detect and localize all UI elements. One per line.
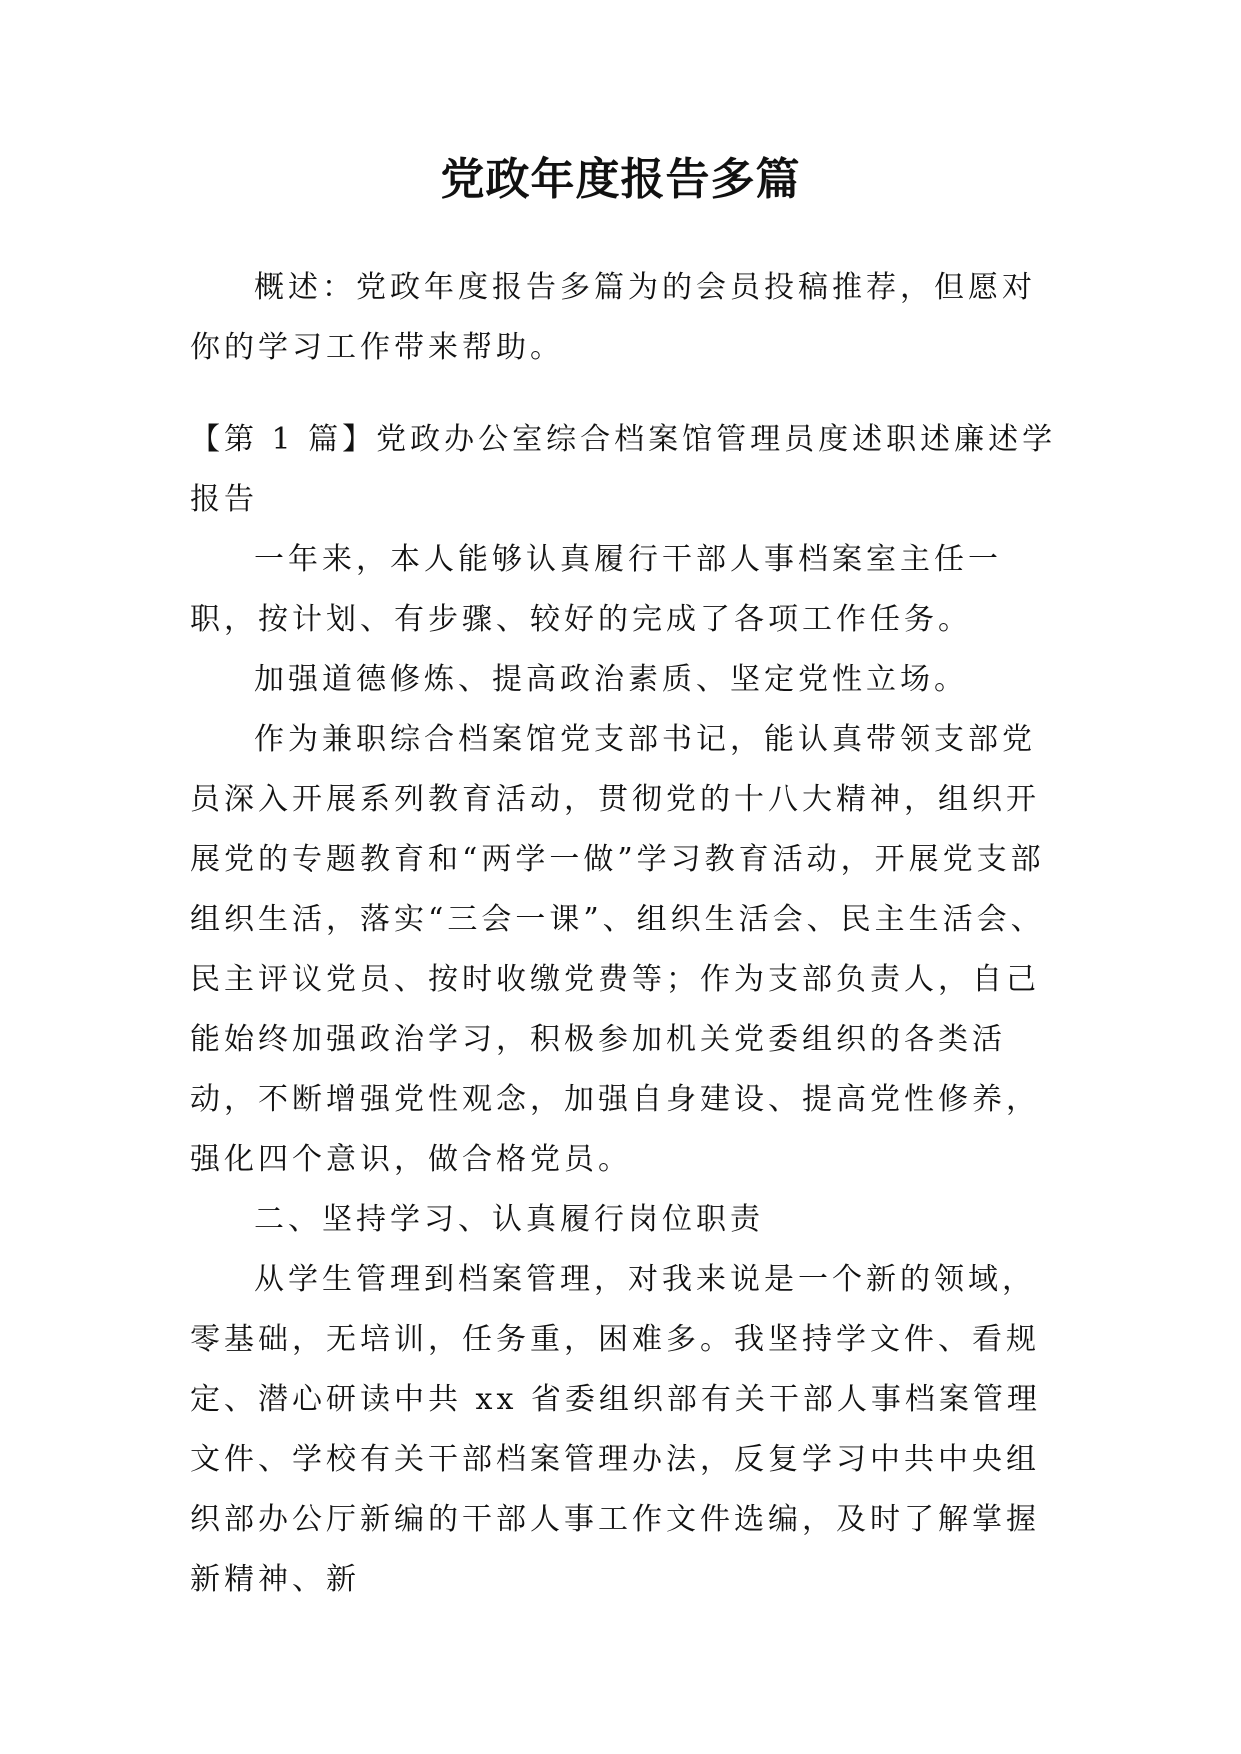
body-paragraph: 加强道德修炼、提高政治素质、坚定党性立场。 <box>254 662 968 697</box>
body-paragraph: 从学生管理到档案管理，对我来说是一个新的领域，零基础，无培训，任务重，困难多。我坚持学文件、看规定、潜心研读中共 xx 省委组织部有关干部人事档案管理文件、学校有关干部档案管理办法，反复学习中共中央组织部办公厅新编的干部人事工作文件选编，及时了解掌握新精神、新 <box>190 1262 1041 1597</box>
body-paragraph: 作为兼职综合档案馆党支部书记，能认真带领支部党员深入开展系列教育活动，贯彻党的十八大精神，组织开展党的专题教育和“两学一做”学习教育活动，开展党支部组织生活，落实“三会一课”、组织生活会、民主生活会、民主评议党员、按时收缴党费等；作为支部负责人，自己能始终加强政治学习，积极参加机关党委组织的各类活动，不断增强党性观念，加强自身建设、提高党性修养，强化四个意识，做合格党员。 <box>190 722 1045 1177</box>
body-paragraph: 一年来，本人能够认真履行干部人事档案室主任一职，按计划、有步骤、较好的完成了各项工作任务。 <box>190 542 1002 637</box>
article-heading: 【第 1 篇】党政办公室综合档案馆管理员度述职述廉述学报告 <box>190 422 1057 517</box>
document-title: 党政年度报告多篇 <box>440 154 801 205</box>
summary-paragraph: 概述：党政年度报告多篇为的会员投稿推荐，但愿对你的学习工作带来帮助。 <box>190 270 1036 365</box>
section-heading: 二、坚持学习、认真履行岗位职责 <box>254 1202 764 1237</box>
summary-block <box>190 258 1060 378</box>
article-body <box>190 410 1060 1610</box>
